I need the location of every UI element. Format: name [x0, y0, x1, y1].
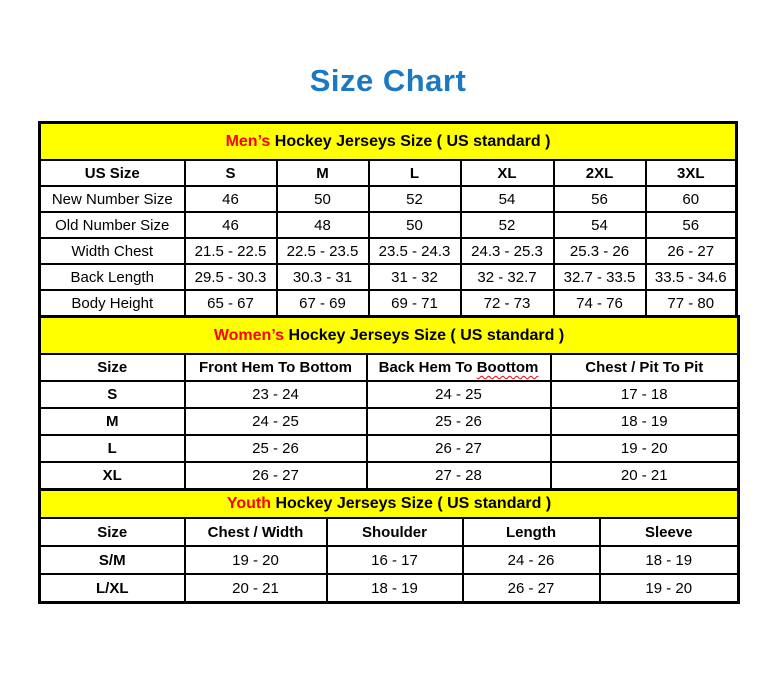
mens-header-row	[40, 160, 737, 186]
table-cell: 50	[369, 212, 461, 238]
table-cell: 29.5 - 30.3	[185, 264, 277, 290]
table-cell: 19 - 20	[185, 546, 327, 574]
table-cell: 24 - 26	[463, 546, 600, 574]
table-cell: 60	[646, 186, 737, 212]
column-header: Chest / Pit To Pit	[551, 354, 739, 381]
womens-header-row	[40, 354, 739, 381]
table-cell: 77 - 80	[646, 290, 737, 317]
table-cell: 18 - 19	[327, 574, 463, 603]
column-header: Size	[40, 354, 185, 381]
column-header: Chest / Width	[185, 518, 327, 546]
table-cell: 26 - 27	[185, 462, 367, 490]
column-header: L	[369, 160, 461, 186]
table-cell: 69 - 71	[369, 290, 461, 317]
row-label: Width Chest	[40, 238, 185, 264]
table-cell: 23 - 24	[185, 381, 367, 408]
table-row	[40, 546, 739, 574]
mens-section-band	[40, 123, 737, 161]
row-label: Back Length	[40, 264, 185, 290]
table-cell: 23.5 - 24.3	[369, 238, 461, 264]
column-header: 2XL	[554, 160, 646, 186]
table-cell: 67 - 69	[277, 290, 369, 317]
mens-section-title-rest: Hockey Jerseys Size ( US standard )	[270, 132, 551, 150]
table-cell: 20 - 21	[551, 462, 739, 490]
table-cell: 26 - 27	[646, 238, 737, 264]
column-header: US Size	[40, 160, 185, 186]
table-cell: 56	[646, 212, 737, 238]
row-label: Old Number Size	[40, 212, 185, 238]
row-label: Body Height	[40, 290, 185, 317]
table-cell: 24 - 25	[367, 381, 551, 408]
table-cell: 22.5 - 23.5	[277, 238, 369, 264]
row-label: New Number Size	[40, 186, 185, 212]
table-row	[40, 408, 739, 435]
column-header: Sleeve	[600, 518, 739, 546]
table-cell: 56	[554, 186, 646, 212]
youth-header-row	[40, 518, 739, 546]
table-cell: 18 - 19	[551, 408, 739, 435]
table-cell: 25 - 26	[367, 408, 551, 435]
row-label: S/M	[40, 546, 185, 574]
youth-section-title-rest: Hockey Jerseys Size ( US standard )	[271, 495, 552, 512]
size-tables	[38, 121, 737, 604]
table-cell: 30.3 - 31	[277, 264, 369, 290]
column-header: S	[185, 160, 277, 186]
womens-section-title-rest: Hockey Jerseys Size ( US standard )	[284, 326, 565, 344]
column-header: Shoulder	[327, 518, 463, 546]
table-cell: 52	[369, 186, 461, 212]
column-header: Size	[40, 518, 185, 546]
table-cell: 21.5 - 22.5	[185, 238, 277, 264]
table-cell: 25.3 - 26	[554, 238, 646, 264]
table-row	[40, 186, 737, 212]
table-cell: 18 - 19	[600, 546, 739, 574]
table-cell: 46	[185, 186, 277, 212]
youth-size-table	[38, 488, 740, 604]
table-cell: 54	[461, 186, 554, 212]
table-cell: 52	[461, 212, 554, 238]
table-cell: 27 - 28	[367, 462, 551, 490]
row-label: XL	[40, 462, 185, 490]
table-cell: 19 - 20	[551, 435, 739, 462]
mens-section-title	[40, 123, 737, 161]
column-header: 3XL	[646, 160, 737, 186]
column-header: Length	[463, 518, 600, 546]
table-cell: 74 - 76	[554, 290, 646, 317]
table-cell: 24 - 25	[185, 408, 367, 435]
womens-size-table	[38, 315, 740, 491]
table-cell: 26 - 27	[367, 435, 551, 462]
misspelled-word: Boottom	[476, 359, 539, 376]
table-cell: 20 - 21	[185, 574, 327, 603]
mens-size-table	[38, 121, 738, 318]
table-cell: 31 - 32	[369, 264, 461, 290]
table-row	[40, 290, 737, 317]
youth-section-title-highlight: Youth	[226, 495, 272, 512]
table-row	[40, 435, 739, 462]
mens-section-title-highlight: Men’s	[225, 132, 271, 150]
table-cell: 65 - 67	[185, 290, 277, 317]
row-label: L/XL	[40, 574, 185, 603]
table-cell: 50	[277, 186, 369, 212]
table-cell: 48	[277, 212, 369, 238]
row-label: L	[40, 435, 185, 462]
youth-section-band	[40, 490, 739, 519]
page-title: Size Chart	[309, 63, 467, 98]
table-cell: 25 - 26	[185, 435, 367, 462]
table-row	[40, 381, 739, 408]
table-row	[40, 264, 737, 290]
table-cell: 33.5 - 34.6	[646, 264, 737, 290]
table-cell: 26 - 27	[463, 574, 600, 603]
column-header: Back Hem To Boottom	[367, 354, 551, 381]
table-row	[40, 462, 739, 490]
column-header: M	[277, 160, 369, 186]
youth-section-title	[40, 490, 739, 519]
table-cell: 54	[554, 212, 646, 238]
column-header: XL	[461, 160, 554, 186]
table-cell: 32.7 - 33.5	[554, 264, 646, 290]
table-cell: 17 - 18	[551, 381, 739, 408]
womens-section-title-highlight: Women’s	[213, 326, 285, 344]
row-label: S	[40, 381, 185, 408]
column-header: Front Hem To Bottom	[185, 354, 367, 381]
table-cell: 32 - 32.7	[461, 264, 554, 290]
table-cell: 72 - 73	[461, 290, 554, 317]
table-row	[40, 238, 737, 264]
table-row	[40, 574, 739, 603]
row-label: M	[40, 408, 185, 435]
table-cell: 46	[185, 212, 277, 238]
table-cell: 16 - 17	[327, 546, 463, 574]
table-row	[40, 212, 737, 238]
table-cell: 24.3 - 25.3	[461, 238, 554, 264]
womens-section-band	[40, 317, 739, 355]
womens-section-title	[40, 317, 739, 355]
table-cell: 19 - 20	[600, 574, 739, 603]
